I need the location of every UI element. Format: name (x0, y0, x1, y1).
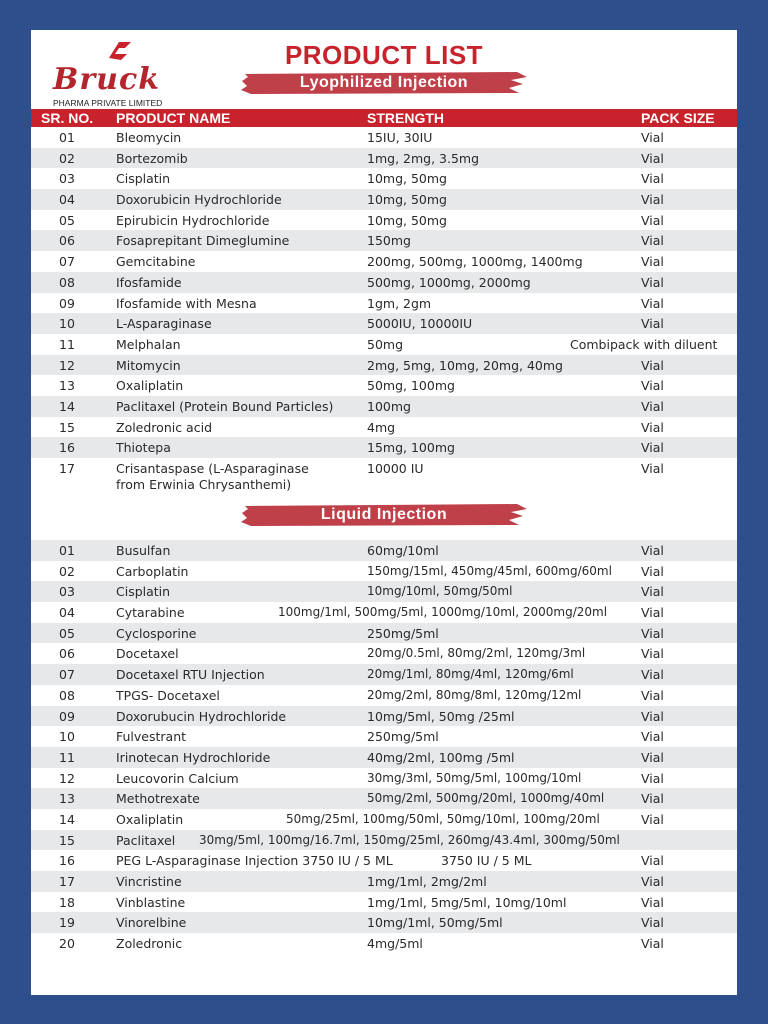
cell-pack-size: Vial (641, 915, 664, 931)
cell-strength: 20mg/2ml, 80mg/8ml, 120mg/12ml (367, 687, 582, 702)
cell-strength: 5000IU, 10000IU (367, 316, 473, 332)
cell-strength: 100mg (367, 398, 411, 414)
cell-pack-size: Vial (641, 419, 664, 435)
cell-product-name: Cyclosporine (116, 625, 197, 641)
cell-strength: 60mg/10ml (367, 543, 439, 558)
table-row (31, 643, 737, 664)
cell-pack-size: Vial (641, 543, 664, 558)
cell-product-name: Zoledronic acid (116, 419, 213, 435)
cell-strength: 250mg/5ml (367, 729, 439, 745)
cell-sr-no: 09 (59, 295, 75, 311)
cell-strength: 4mg (367, 419, 396, 435)
cell-sr-no: 19 (59, 915, 75, 931)
cell-sr-no: 13 (59, 791, 75, 807)
table-row (31, 396, 737, 417)
table-row (31, 912, 737, 933)
cell-pack-size: Vial (641, 687, 664, 703)
cell-strength: 50mg (367, 336, 404, 352)
lyophilized-table (31, 127, 737, 498)
table-row (31, 210, 737, 231)
cell-sr-no: 10 (59, 316, 75, 332)
cell-sr-no: 11 (59, 336, 75, 352)
cell-strength: 20mg/0.5ml, 80mg/2ml, 120mg/3ml (367, 646, 586, 661)
header-product-name: PRODUCT NAME (116, 110, 231, 126)
cell-sr-no: 02 (59, 563, 75, 579)
cell-product-name: PEG L-Asparaginase Injection 3750 IU / 5 ML (116, 853, 393, 869)
cell-sr-no: 06 (59, 233, 75, 249)
cell-product-name: Docetaxel RTU Injection (116, 667, 265, 683)
table-row (31, 706, 737, 727)
cell-pack-size: Vial (641, 936, 664, 952)
cell-pack-size: Vial (641, 233, 664, 249)
table-row (31, 933, 737, 954)
section-banner-lyophilized (241, 71, 527, 95)
cell-sr-no: 12 (59, 357, 75, 373)
cell-pack-size: Vial (641, 894, 664, 910)
cell-sr-no: 20 (59, 936, 75, 952)
header-sr-no: SR. NO. (41, 110, 94, 126)
table-header (31, 109, 737, 127)
table-row (31, 437, 737, 458)
cell-product-name: Paclitaxel (116, 832, 176, 848)
cell-product-name: Doxorubicin Hydrochloride (116, 192, 282, 208)
table-row (31, 809, 737, 830)
cell-product-name: L-Asparaginase (116, 316, 212, 332)
cell-strength: 1mg, 2mg, 3.5mg (367, 150, 480, 166)
cell-product-name: Vincristine (116, 874, 182, 889)
cell-pack-size: Vial (641, 254, 664, 270)
cell-pack-size: Vial (641, 811, 664, 827)
cell-strength: 1mg/1ml, 2mg/2ml (367, 874, 487, 889)
cell-product-name: Ifosfamide with Mesna (116, 295, 257, 311)
cell-strength: 10mg, 50mg (367, 192, 447, 208)
cell-strength: 200mg, 500mg, 1000mg, 1400mg (367, 254, 583, 270)
cell-pack-size: Vial (641, 378, 664, 394)
table-row (31, 871, 737, 892)
cell-sr-no: 14 (59, 398, 75, 414)
cell-sr-no: 01 (59, 543, 75, 558)
cell-strength: 2mg, 5mg, 10mg, 20mg, 40mg (367, 357, 563, 373)
cell-pack-size: Vial (641, 130, 664, 145)
table-row (31, 747, 737, 768)
brand-name: Bruck (53, 62, 161, 97)
cell-strength: 50mg/2ml, 500mg/20ml, 1000mg/40ml (367, 791, 605, 806)
cell-strength: 10mg/1ml, 50mg/5ml (367, 915, 503, 931)
cell-pack-size: Vial (641, 357, 664, 373)
cell-pack-size: Vial (641, 729, 664, 745)
table-row (31, 768, 737, 789)
table-row (31, 272, 737, 293)
table-row (31, 726, 737, 747)
cell-pack-size: Combipack with diluent (570, 336, 718, 352)
cell-strength: 30mg/3ml, 50mg/5ml, 100mg/10ml (367, 770, 582, 785)
cell-strength: 10mg, 50mg (367, 212, 447, 228)
cell-sr-no: 18 (59, 894, 75, 910)
cell-product-name: Bortezomib (116, 150, 188, 166)
table-row (31, 850, 737, 871)
cell-sr-no: 08 (59, 274, 75, 290)
cell-product-name: Gemcitabine (116, 254, 196, 270)
cell-strength: 150mg (367, 233, 411, 249)
table-row (31, 230, 737, 251)
table-row (31, 602, 737, 623)
table-row (31, 148, 737, 169)
cell-sr-no: 04 (59, 192, 75, 208)
cell-strength: 1mg/1ml, 5mg/5ml, 10mg/10ml (367, 894, 567, 910)
section-label: Liquid Injection (320, 506, 448, 523)
cell-pack-size: Vial (641, 584, 664, 600)
cell-product-name: Cisplatin (116, 584, 171, 600)
cell-pack-size: Vial (641, 316, 664, 332)
table-row (31, 334, 737, 355)
cell-product-name: Fulvestrant (116, 729, 187, 745)
cell-product-name: Cytarabine (116, 605, 185, 621)
cell-sr-no: 17 (59, 874, 75, 889)
cell-pack-size: Vial (641, 212, 664, 228)
table-row (31, 830, 737, 851)
table-row (31, 127, 737, 148)
cell-sr-no: 02 (59, 150, 75, 166)
cell-pack-size: Vial (641, 440, 664, 456)
cell-product-name: Oxaliplatin (116, 378, 184, 394)
cell-pack-size: Vial (641, 295, 664, 311)
cell-pack-size: Vial (641, 874, 664, 889)
table-row (31, 540, 737, 561)
cell-product-name: Vinblastine (116, 894, 186, 910)
cell-product-name: Carboplatin (116, 563, 189, 579)
cell-product-name: Bleomycin (116, 130, 182, 145)
table-row (31, 685, 737, 706)
header-strength: STRENGTH (367, 110, 444, 126)
cell-pack-size: Vial (641, 563, 664, 579)
cell-pack-size: Vial (641, 791, 664, 807)
cell-pack-size: Vial (641, 605, 664, 621)
section-banner-liquid (241, 503, 527, 527)
cell-sr-no: 09 (59, 708, 75, 724)
cell-product-name: Paclitaxel (Protein Bound Particles) (116, 398, 334, 414)
cell-pack-size: Vial (641, 770, 664, 786)
cell-product-name: Thiotepa (116, 440, 171, 456)
cell-product-name: Vinorelbine (116, 915, 187, 931)
cell-strength: 10mg/10ml, 50mg/50ml (367, 584, 513, 599)
cell-product-name: Cisplatin (116, 171, 171, 187)
cell-sr-no: 16 (59, 853, 75, 869)
cell-sr-no: 01 (59, 130, 75, 145)
cell-strength: 10000 IU (367, 461, 424, 476)
cell-strength: 15mg, 100mg (367, 440, 455, 456)
cell-sr-no: 03 (59, 171, 75, 187)
cell-product-name: Docetaxel (116, 646, 179, 662)
table-row (31, 458, 737, 498)
cell-sr-no: 07 (59, 667, 75, 683)
cell-sr-no: 05 (59, 212, 75, 228)
table-row (31, 251, 737, 272)
cell-sr-no: 07 (59, 254, 75, 270)
cell-product-name: Leucovorin Calcium (116, 770, 239, 786)
cell-strength: 30mg/5ml, 100mg/16.7ml, 150mg/25ml, 260mg/43.4ml, 300mg/50ml (199, 832, 620, 847)
cell-sr-no: 17 (59, 461, 75, 476)
cell-sr-no: 16 (59, 440, 75, 456)
cell-strength: 10mg, 50mg (367, 171, 447, 187)
cell-product-name: Irinotecan Hydrochloride (116, 749, 271, 765)
table-row (31, 293, 737, 314)
table-row (31, 355, 737, 376)
cell-sr-no: 12 (59, 770, 75, 786)
cell-pack-size: Vial (641, 150, 664, 166)
table-row (31, 168, 737, 189)
cell-sr-no: 13 (59, 378, 75, 394)
cell-pack-size: Vial (641, 398, 664, 414)
cell-strength: 100mg/1ml, 500mg/5ml, 1000mg/10ml, 2000mg/20ml (278, 605, 608, 620)
cell-product-name: Zoledronic (116, 936, 183, 952)
cell-pack-size: Vial (641, 625, 664, 641)
table-row (31, 375, 737, 396)
table-row (31, 788, 737, 809)
cell-product-name: Oxaliplatin (116, 811, 184, 827)
cell-pack-size: Vial (641, 461, 664, 476)
cell-strength: 3750 IU / 5 ML (441, 853, 532, 869)
cell-product-name: TPGS- Docetaxel (116, 687, 220, 703)
cell-sr-no: 03 (59, 584, 75, 600)
cell-pack-size: Vial (641, 646, 664, 662)
cell-pack-size: Vial (641, 171, 664, 187)
product-list-sheet (31, 30, 737, 995)
cell-strength: 50mg/25ml, 100mg/50ml, 50mg/10ml, 100mg/20ml (286, 811, 600, 826)
table-row (31, 561, 737, 582)
cell-pack-size: Vial (641, 853, 664, 869)
cell-sr-no: 15 (59, 832, 75, 848)
cell-sr-no: 15 (59, 419, 75, 435)
header-pack-size: PACK SIZE (641, 110, 715, 126)
cell-pack-size: Vial (641, 749, 664, 765)
cell-pack-size: Vial (641, 667, 664, 683)
cell-pack-size: Vial (641, 192, 664, 208)
cell-pack-size: Vial (641, 708, 664, 724)
cell-strength: 15IU, 30IU (367, 130, 433, 145)
cell-product-name: Melphalan (116, 336, 181, 352)
cell-sr-no: 05 (59, 625, 75, 641)
cell-strength: 150mg/15ml, 450mg/45ml, 600mg/60ml (367, 563, 612, 578)
cell-strength: 10mg/5ml, 50mg /25ml (367, 708, 515, 724)
cell-product-name: Epirubicin Hydrochloride (116, 212, 270, 228)
cell-sr-no: 08 (59, 687, 75, 703)
table-row (31, 189, 737, 210)
cell-strength: 250mg/5ml (367, 625, 439, 641)
cell-product-name: Mitomycin (116, 357, 181, 373)
cell-strength: 50mg, 100mg (367, 378, 455, 394)
cell-strength: 1gm, 2gm (367, 295, 432, 311)
cell-product-name: Busulfan (116, 543, 171, 558)
cell-product-name: Fosaprepitant Dimeglumine (116, 233, 290, 249)
cell-pack-size: Vial (641, 274, 664, 290)
cell-strength: 4mg/5ml (367, 936, 423, 952)
table-row (31, 581, 737, 602)
liquid-table (31, 540, 737, 954)
cell-strength: 20mg/1ml, 80mg/4ml, 120mg/6ml (367, 667, 574, 682)
cell-sr-no: 10 (59, 729, 75, 745)
section-label: Lyophilized Injection (299, 74, 469, 91)
table-row (31, 664, 737, 685)
table-row (31, 623, 737, 644)
cell-sr-no: 04 (59, 605, 75, 621)
cell-product-name: Methotrexate (116, 791, 200, 807)
cell-sr-no: 11 (59, 749, 75, 765)
cell-strength: 40mg/2ml, 100mg /5ml (367, 749, 515, 765)
brand-subtitle: PHARMA PRIVATE LIMITED (53, 98, 163, 108)
page-title: PRODUCT LIST (284, 40, 484, 70)
cell-sr-no: 06 (59, 646, 75, 662)
table-row (31, 417, 737, 438)
cell-product-name: Ifosfamide (116, 274, 182, 290)
cell-sr-no: 14 (59, 811, 75, 827)
table-row (31, 892, 737, 913)
cell-product-name: Doxorubucin Hydrochloride (116, 708, 287, 724)
table-row (31, 313, 737, 334)
cell-product-name: Crisantaspase (L-Asparaginase from Erwinia Chrysanthemi) (116, 461, 309, 492)
cell-strength: 500mg, 1000mg, 2000mg (367, 274, 531, 290)
